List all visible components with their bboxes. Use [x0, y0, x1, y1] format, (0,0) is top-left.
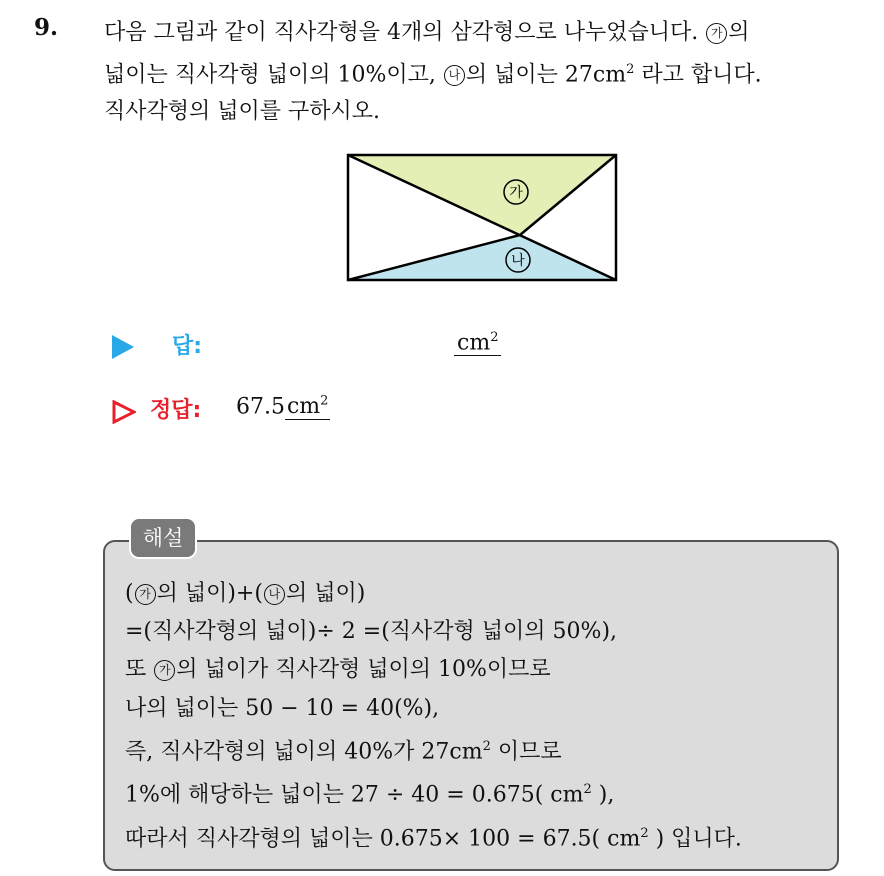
solution-label: 정답: [150, 398, 202, 423]
explanation-title-tab: 해설 [129, 517, 197, 559]
question-line-1 [104, 14, 874, 51]
exp-l6-b: ), [591, 782, 615, 808]
explanation-line-1 [125, 575, 742, 613]
na-label: 나 [511, 253, 525, 269]
ga-label: 가 [509, 185, 523, 201]
answer-row [112, 328, 532, 364]
exp-l6-exp: 2 [583, 782, 592, 798]
solution-row [112, 392, 532, 428]
explanation-line-2: =(직사각형의 넓이)÷ 2 =(직사각형 넓이의 50%), [125, 619, 618, 645]
exp-l3-b: 의 넓이가 직사각형 넓이의 10%이므로 [176, 657, 551, 683]
triangle-ga [348, 155, 616, 235]
solution-value [236, 394, 330, 419]
question-text [104, 14, 874, 130]
answer-label: 답: [172, 334, 203, 359]
answer-unit-exponent: 2 [490, 330, 499, 345]
explanation-line-3 [125, 651, 742, 689]
exp-l3-ga-label: 가 [154, 660, 175, 681]
question-line-2-suffix: 라고 합니다. [634, 62, 762, 88]
explanation-line-5 [125, 728, 742, 772]
exp-l1-b: 의 넓이)+( [156, 581, 263, 606]
exp-l5-exp: 2 [482, 738, 491, 754]
explanation-line-4: 나의 넓이는 50 − 10 = 40(%), [125, 695, 440, 721]
answer-arrow-icon [112, 335, 134, 359]
exp-l1-a: ( [125, 581, 134, 606]
question-line-2-mid: 의 넓이는 27cm [465, 62, 627, 88]
solution-arrow-icon [112, 400, 136, 424]
question-line-3: 직사각형의 넓이를 구하시오. [104, 99, 381, 125]
question-line-2-text: 넓이는 직사각형 넓이의 10%이고, [104, 62, 436, 88]
question-line-2 [104, 51, 874, 93]
exp-l1-na-label: 나 [264, 584, 285, 605]
exp-l7-exp: 2 [640, 825, 649, 841]
solution-unit: cm [286, 394, 321, 420]
explanation-text [125, 575, 742, 858]
answer-unit-blank[interactable] [454, 330, 501, 356]
exp-l7-a: 따라서 직사각형의 넓이는 0.675× 100 = 67.5( cm [125, 826, 641, 852]
exp-l1-ga-label: 가 [135, 584, 156, 605]
question-line-1-suffix: 의 [728, 20, 750, 45]
circled-ga-label: 가 [706, 23, 727, 44]
solution-unit-wrap [285, 394, 330, 420]
solution-unit-exponent: 2 [320, 394, 329, 409]
answer-unit: cm [457, 330, 491, 356]
exp-l5-b: 이므로 [490, 739, 562, 765]
exp-l7-b: ) 입니다. [648, 826, 742, 852]
exp-l1-c: 의 넓이) [285, 581, 366, 606]
explanation-line-7 [125, 815, 742, 859]
circled-na-label: 나 [444, 65, 465, 86]
explanation-line-6 [125, 771, 742, 815]
solution-number: 67.5 [236, 394, 285, 420]
question-number: 9. [34, 14, 59, 41]
exp-l5-a: 즉, 직사각형의 넓이의 40%가 27cm [125, 739, 483, 765]
triangle-na [348, 235, 616, 280]
rectangle-figure [346, 153, 618, 283]
question-line-2-exponent: 2 [626, 62, 635, 77]
question-line-1-text: 다음 그림과 같이 직사각형을 4개의 삼각형으로 나누었습니다. [104, 20, 699, 45]
exp-l6-a: 1%에 해당하는 넓이는 27 ÷ 40 = 0.675( cm [125, 782, 584, 808]
exp-l3-a: 또 [125, 657, 154, 683]
